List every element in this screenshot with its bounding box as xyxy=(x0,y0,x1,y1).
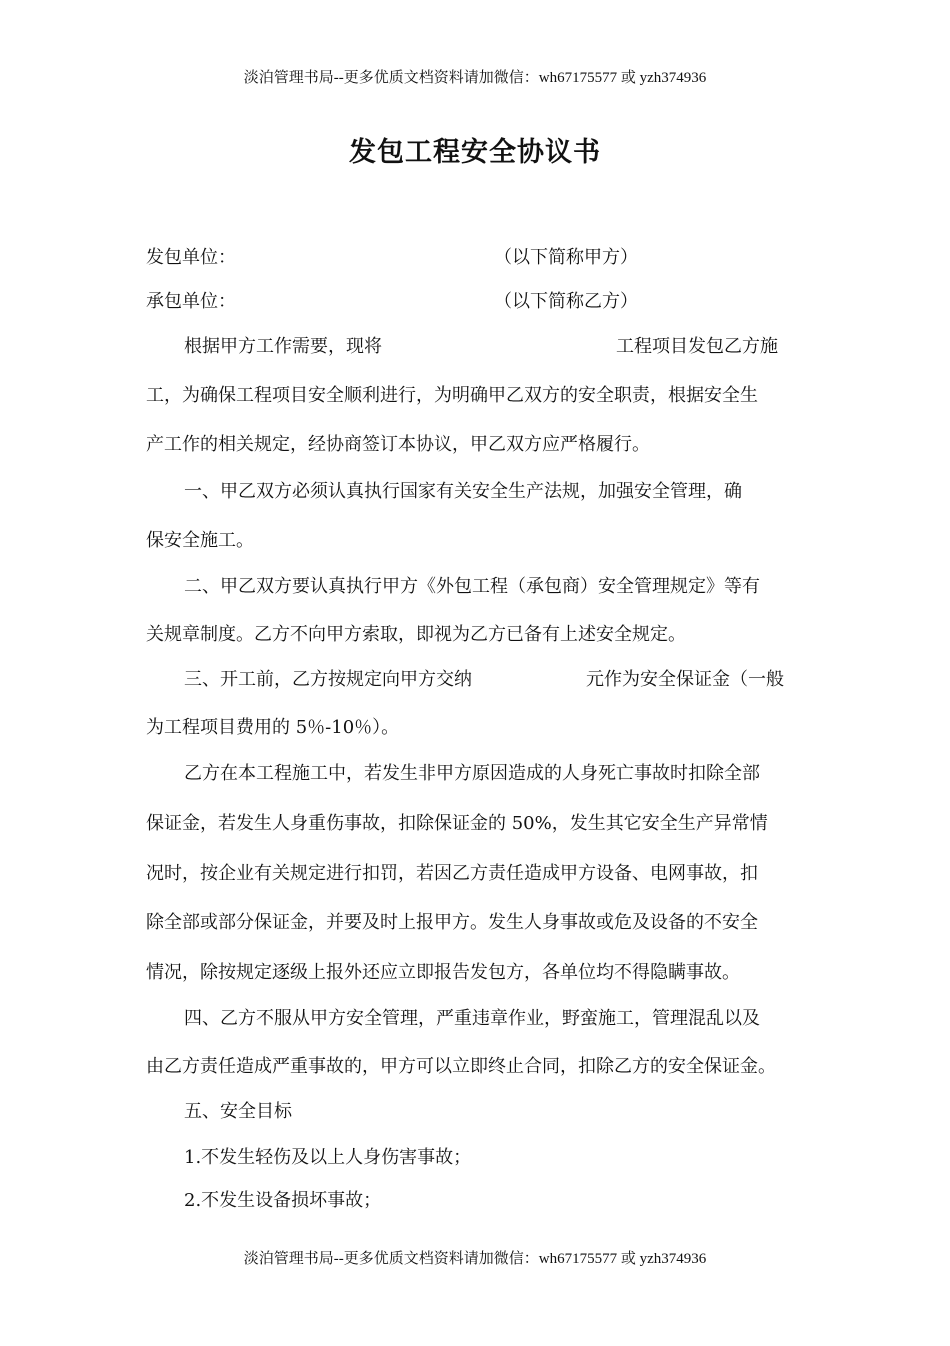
party-a-label: 发包单位： xyxy=(146,247,236,268)
party-a-note: （以下简称甲方） xyxy=(494,247,638,268)
clause1-line-2: 保安全施工。 xyxy=(146,530,254,551)
clause5-item: 2.不发生设备损坏事故； xyxy=(184,1190,382,1211)
clause3b-line-1: 乙方在本工程施工中，若发生非甲方原因造成的人身死亡事故时扣除全部 xyxy=(184,763,760,784)
party-b-note: （以下简称乙方） xyxy=(494,291,638,312)
clause2-line-1: 二、甲乙双方要认真执行甲方《外包工程（承包商）安全管理规定》等有 xyxy=(184,576,760,597)
clause4-line-2: 由乙方责任造成严重事故的，甲方可以立即终止合同，扣除乙方的安全保证金。 xyxy=(146,1056,776,1077)
clause3b-line-3: 况时，按企业有关规定进行扣罚，若因乙方责任造成甲方设备、电网事故，扣 xyxy=(146,863,758,884)
clause5-heading: 五、安全目标 xyxy=(184,1101,292,1122)
page-footer: 淡泊管理书局--更多优质文档资料请加微信：wh67175577 或 yzh374936 xyxy=(243,1251,707,1267)
clause2-line-2: 关规章制度。乙方不向甲方索取，即视为乙方已备有上述安全规定。 xyxy=(146,624,686,645)
clause3b-line-4: 除全部或部分保证金，并要及时上报甲方。发生人身事故或危及设备的不安全 xyxy=(146,912,758,933)
clause3b-line-2: 保证金，若发生人身重伤事故，扣除保证金的 50%，发生其它安全生产异常情 xyxy=(146,813,768,834)
intro-line-1b: 工程项目发包乙方施 xyxy=(616,336,778,357)
intro-line-2: 工，为确保工程项目安全顺利进行，为明确甲乙双方的安全职责，根据安全生 xyxy=(146,385,758,406)
clause4-line-1: 四、乙方不服从甲方安全管理，严重违章作业，野蛮施工，管理混乱以及 xyxy=(184,1008,760,1029)
clause1-line-1: 一、甲乙双方必须认真执行国家有关安全生产法规，加强安全管理，确 xyxy=(184,481,742,502)
party-b-label: 承包单位： xyxy=(146,291,236,312)
clause3b-line-5: 情况，除按规定逐级上报外还应立即报告发包方，各单位均不得隐瞒事故。 xyxy=(146,962,740,983)
clause5-item: 1.不发生轻伤及以上人身伤害事故； xyxy=(184,1147,472,1168)
intro-line-1a: 根据甲方工作需要，现将 xyxy=(184,336,382,357)
clause3-line-1b: 元作为安全保证金（一般 xyxy=(586,669,784,690)
intro-line-3: 产工作的相关规定，经协商签订本协议，甲乙双方应严格履行。 xyxy=(146,434,650,455)
clause3-line-1a: 三、开工前，乙方按规定向甲方交纳 xyxy=(184,669,472,690)
clause3-line-2: 为工程项目费用的 5％-10％）。 xyxy=(146,717,400,738)
page-header: 淡泊管理书局--更多优质文档资料请加微信：wh67175577 或 yzh374936 xyxy=(243,70,707,86)
document-title: 发包工程安全协议书 xyxy=(349,137,601,168)
